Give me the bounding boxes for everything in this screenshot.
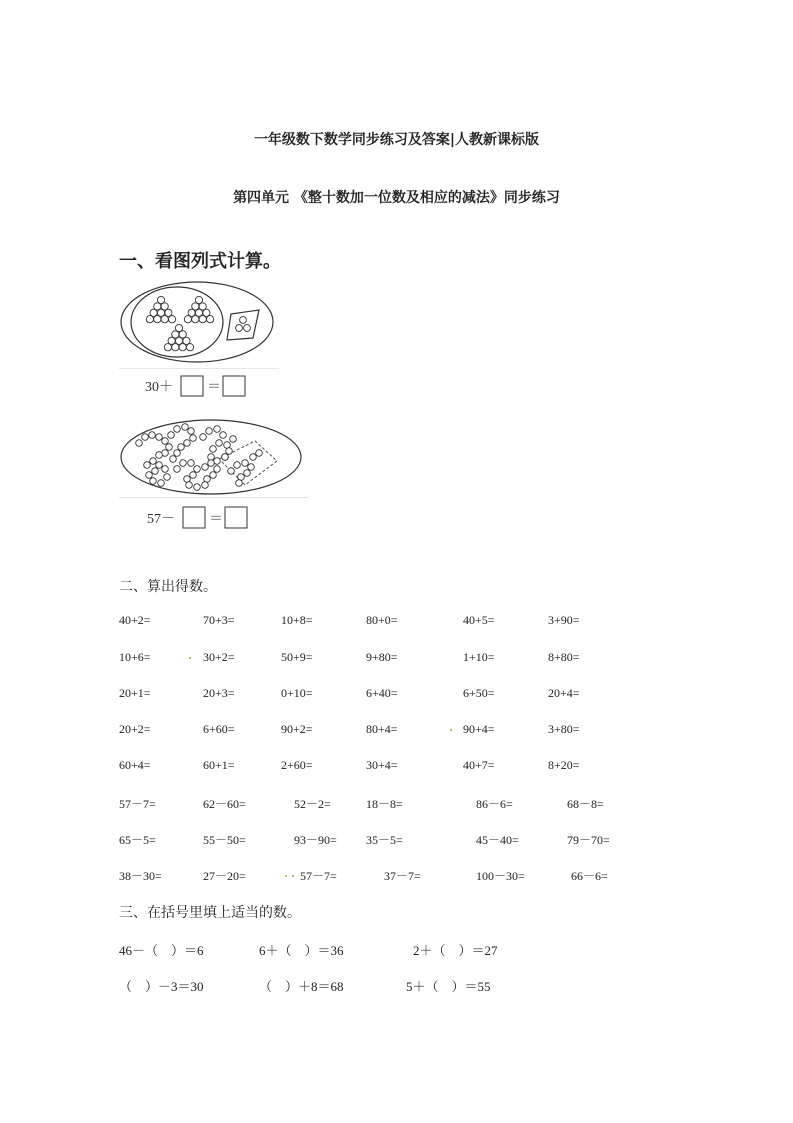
dot (172, 331, 179, 338)
figure-dot-groups-addition (119, 278, 279, 398)
calc-item: 10+6= (119, 650, 151, 664)
calc-item: 27－20= (203, 869, 246, 883)
section-2-heading: 二、算出得数。 (119, 579, 217, 595)
calc-item: 60+1= (203, 758, 235, 772)
dot (244, 470, 251, 477)
calc-item: 90+2= (281, 722, 313, 736)
calc-item: 55－50= (203, 833, 246, 847)
dot (200, 434, 207, 441)
dot (146, 316, 153, 323)
dot (206, 428, 213, 435)
calc-item: 18－8= (366, 797, 403, 811)
calc-item: 8+20= (548, 758, 580, 772)
dot (156, 462, 163, 469)
dot (190, 435, 197, 442)
dot (158, 480, 165, 487)
equation-1-prefix: 30＋ (145, 380, 173, 395)
fill-in-item: （ ）＋8＝68 (259, 979, 344, 994)
section-3-heading: 三、在括号里填上适当的数。 (119, 905, 301, 921)
dot (164, 344, 171, 351)
calc-item: 60+4= (119, 758, 151, 772)
dot (199, 316, 206, 323)
dot (230, 436, 237, 443)
dot (156, 434, 163, 441)
dot (157, 309, 164, 316)
dot (178, 444, 185, 451)
calc-item: 30+4= (366, 758, 398, 772)
dot (182, 424, 189, 431)
calc-item: 80+4= (366, 722, 398, 736)
dot (156, 452, 163, 459)
dot (256, 450, 263, 457)
dot (214, 466, 221, 473)
calc-item: 57－7= (119, 797, 156, 811)
calc-item: 9+80= (366, 650, 398, 664)
dot (220, 432, 227, 439)
dot (226, 448, 233, 455)
dot (146, 472, 153, 479)
fill-in-item: 46－（ ）＝6 (119, 943, 204, 958)
dot (179, 331, 186, 338)
dot (188, 309, 195, 316)
answer-box-2a[interactable] (183, 507, 205, 528)
calc-item: 6+40= (366, 686, 398, 700)
dot (190, 472, 197, 479)
dot (174, 426, 181, 433)
fill-in-item: 5＋（ ）＝55 (406, 979, 491, 994)
ten-dot-triangles (146, 296, 213, 350)
dot (165, 309, 172, 316)
dot (186, 482, 193, 489)
calc-item: 37－7= (384, 869, 421, 883)
dot (208, 460, 215, 467)
calc-item: 35－5= (366, 833, 403, 847)
dot (184, 440, 191, 447)
dot (168, 432, 175, 439)
dot (210, 446, 217, 453)
dot (149, 432, 156, 439)
scan-line (119, 368, 279, 369)
dot (228, 468, 235, 475)
dot (154, 316, 161, 323)
dot (188, 428, 195, 435)
dot (180, 460, 187, 467)
scan-line (119, 497, 309, 498)
figure-dot-chains-subtraction (119, 413, 309, 533)
dot (195, 309, 202, 316)
dot (150, 309, 157, 316)
calc-item: 40+5= (463, 613, 495, 627)
dot (202, 482, 209, 489)
calc-item: 1+10= (463, 650, 495, 664)
dot (222, 454, 229, 461)
dot (174, 466, 181, 473)
calc-item: 80+0= (366, 613, 398, 627)
scan-dot (189, 657, 191, 659)
dot (242, 460, 249, 467)
dot (194, 466, 201, 473)
dot (175, 324, 182, 331)
equation-2-prefix: 57－ (147, 512, 175, 527)
dot (202, 464, 209, 471)
dot (174, 450, 181, 457)
calc-item: 66－6= (571, 869, 608, 883)
calc-item: 45－40= (476, 833, 519, 847)
calc-item: 57－7= (300, 869, 337, 883)
dot (216, 440, 223, 447)
dot (170, 456, 177, 463)
calc-item: 38－30= (119, 869, 162, 883)
dot (179, 344, 186, 351)
dot (162, 438, 169, 445)
dot (250, 454, 257, 461)
calc-item: 100－30= (476, 869, 525, 883)
worksheet-title: 一年级数下数学同步练习及答案|人教新课标版 (253, 132, 540, 148)
calc-item: 10+8= (281, 613, 313, 627)
dot (214, 426, 221, 433)
calc-item: 3+80= (548, 722, 580, 736)
dot (210, 472, 217, 479)
dot (142, 434, 149, 441)
calc-item: 93－90= (294, 833, 337, 847)
dot (234, 462, 241, 469)
dot (199, 303, 206, 310)
calc-item: 0+10= (281, 686, 313, 700)
calc-item: 50+9= (281, 650, 313, 664)
loose-dots (236, 317, 251, 332)
dot (161, 303, 168, 310)
equation-1-equals: ＝ (207, 380, 221, 395)
dot (164, 474, 171, 481)
dot (144, 462, 151, 469)
answer-box-1a[interactable] (181, 376, 203, 396)
dot (136, 440, 143, 447)
calc-item: 40+7= (463, 758, 495, 772)
calc-item: 6+60= (203, 722, 235, 736)
fill-in-item: 2＋（ ）＝27 (413, 943, 498, 958)
dot (207, 316, 214, 323)
scan-dot (285, 875, 287, 877)
calc-item: 52－2= (294, 797, 331, 811)
calc-item: 20+1= (119, 686, 151, 700)
calc-item: 8+80= (548, 650, 580, 664)
calc-item: 65－5= (119, 833, 156, 847)
dot (203, 309, 210, 316)
answer-box-1b[interactable] (223, 376, 245, 396)
dot (152, 468, 159, 475)
dot-chains (136, 424, 263, 491)
dot (192, 316, 199, 323)
dot (154, 303, 161, 310)
calc-item: 20+3= (203, 686, 235, 700)
dot (161, 316, 168, 323)
dot (150, 478, 157, 485)
calc-item: 30+2= (203, 650, 235, 664)
calc-item: 70+3= (203, 613, 235, 627)
calc-item: 6+50= (463, 686, 495, 700)
worksheet-subtitle: 第四单元 《整十数加一位数及相应的减法》同步练习 (233, 190, 560, 206)
dot (248, 464, 255, 471)
calc-item: 20+4= (548, 686, 580, 700)
dot (175, 337, 182, 344)
calc-item: 62－60= (203, 797, 246, 811)
dot (194, 484, 201, 491)
calc-item: 3+90= (548, 613, 580, 627)
dot (183, 337, 190, 344)
calc-item: 90+4= (463, 722, 495, 736)
dot (166, 444, 173, 451)
loose-dots-box (227, 310, 259, 340)
dot (188, 460, 195, 467)
calc-item: 79－70= (567, 833, 610, 847)
dot (192, 303, 199, 310)
dot (195, 296, 202, 303)
equation-2-equals: ＝ (209, 512, 223, 527)
section-1-heading: 一、看图列式计算。 (119, 251, 281, 272)
dot (168, 337, 175, 344)
calc-item: 86－6= (476, 797, 513, 811)
dot (236, 480, 243, 487)
scan-dot (292, 875, 294, 877)
fill-in-item: 6＋（ ）＝36 (259, 943, 344, 958)
dot (162, 466, 169, 473)
answer-box-2b[interactable] (225, 507, 247, 528)
scan-dot (450, 729, 452, 731)
dot (184, 316, 191, 323)
calc-item: 68－8= (567, 797, 604, 811)
calc-item: 20+2= (119, 722, 151, 736)
calc-item: 40+2= (119, 613, 151, 627)
fill-in-item: （ ）－3＝30 (119, 979, 204, 994)
dot (187, 344, 194, 351)
dot (150, 458, 157, 465)
calc-item: 2+60= (281, 758, 313, 772)
dot (169, 316, 176, 323)
dot (157, 296, 164, 303)
dot (172, 344, 179, 351)
